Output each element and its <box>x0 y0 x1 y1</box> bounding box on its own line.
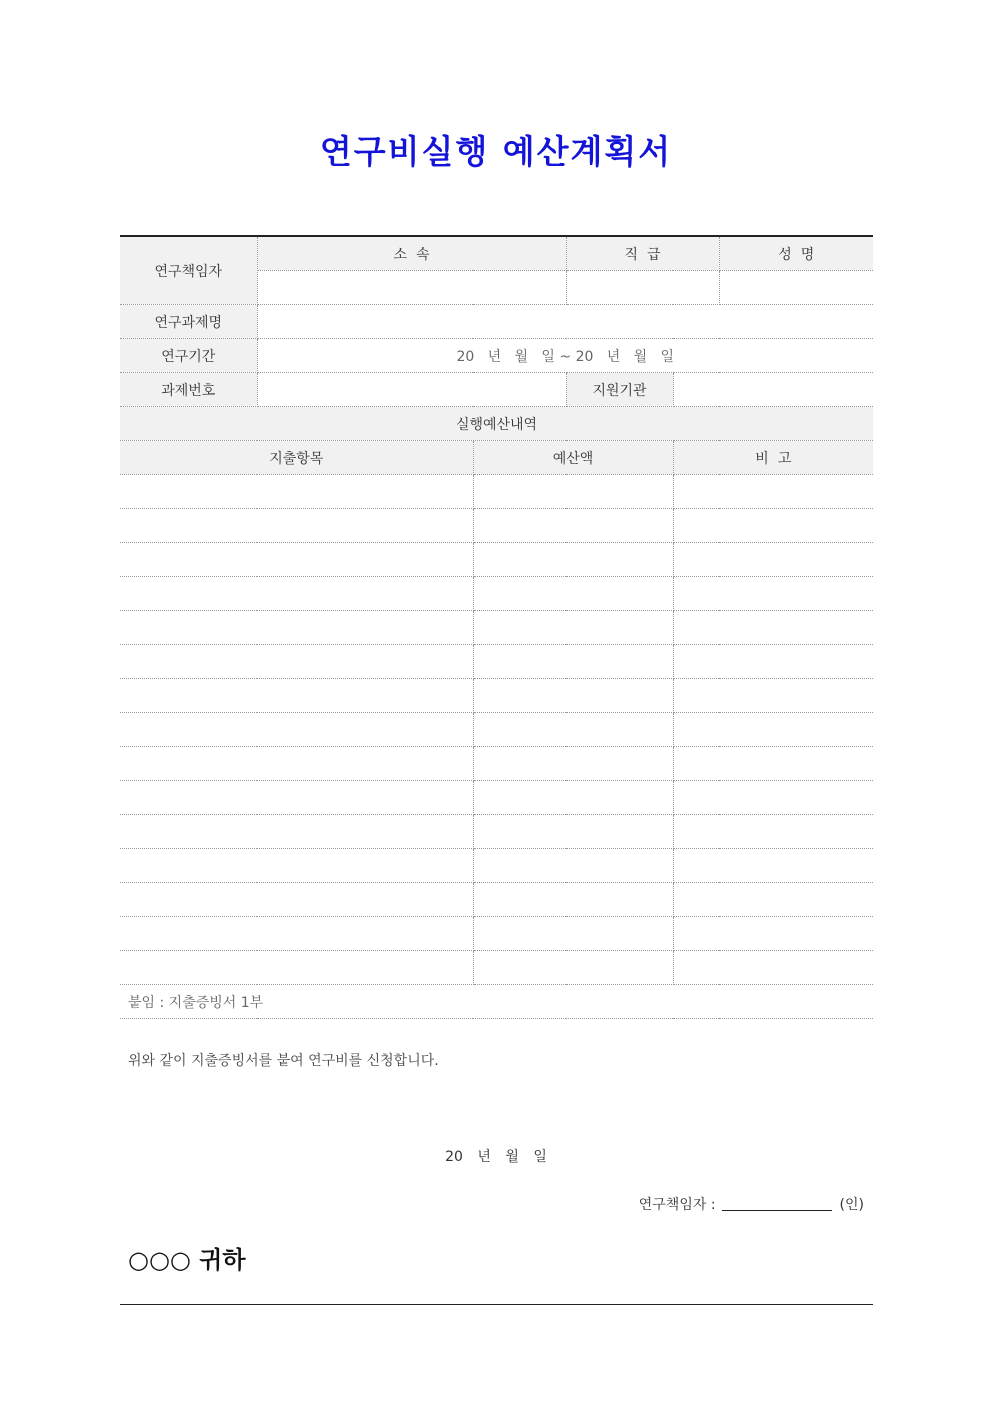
table-row <box>120 951 873 985</box>
budget-amount-cell[interactable] <box>473 645 673 679</box>
request-statement: 위와 같이 지출증빙서를 붙여 연구비를 신청합니다. <box>128 1053 439 1069</box>
table-row <box>120 849 873 883</box>
page-title: 연구비실행 예산계획서 <box>319 132 673 171</box>
budget-amount-cell[interactable] <box>473 611 673 645</box>
expense-item-cell[interactable] <box>120 543 473 577</box>
budget-amount-cell[interactable] <box>473 747 673 781</box>
budget-amount-cell[interactable] <box>473 917 673 951</box>
expense-item-cell[interactable] <box>120 951 473 985</box>
expense-item-cell[interactable] <box>120 679 473 713</box>
budget-amount-header: 예산액 <box>473 441 673 475</box>
table-row <box>120 611 873 645</box>
remarks-cell[interactable] <box>673 713 873 747</box>
expense-item-cell[interactable] <box>120 747 473 781</box>
budget-amount-cell[interactable] <box>473 577 673 611</box>
position-field[interactable] <box>566 271 719 305</box>
remarks-header: 비 고 <box>673 441 873 475</box>
project-number-field[interactable] <box>257 373 566 407</box>
budget-amount-cell[interactable] <box>473 713 673 747</box>
table-row <box>120 509 873 543</box>
expense-item-cell[interactable] <box>120 611 473 645</box>
remarks-cell[interactable] <box>673 747 873 781</box>
recipient: ○○○ 귀하 <box>128 1246 246 1274</box>
table-row <box>120 679 873 713</box>
expense-item-cell[interactable] <box>120 645 473 679</box>
position-label: 직 급 <box>566 236 719 271</box>
budget-amount-cell[interactable] <box>473 781 673 815</box>
budget-form-table <box>120 235 873 1019</box>
table-row <box>120 577 873 611</box>
funding-agency-label: 지원기관 <box>566 373 673 407</box>
remarks-cell[interactable] <box>673 781 873 815</box>
remarks-cell[interactable] <box>673 543 873 577</box>
budget-amount-cell[interactable] <box>473 679 673 713</box>
remarks-cell[interactable] <box>673 509 873 543</box>
budget-amount-cell[interactable] <box>473 951 673 985</box>
remarks-cell[interactable] <box>673 645 873 679</box>
table-row <box>120 883 873 917</box>
attachment-note: 붙임 : 지출증빙서 1부 <box>120 985 873 1019</box>
name-label: 성 명 <box>719 236 873 271</box>
signature-line <box>639 1194 864 1214</box>
signature-field[interactable] <box>722 1209 832 1211</box>
table-row <box>120 475 873 509</box>
remarks-cell[interactable] <box>673 883 873 917</box>
budget-amount-cell[interactable] <box>473 475 673 509</box>
bottom-divider <box>120 1304 873 1305</box>
table-row <box>120 781 873 815</box>
table-row <box>120 917 873 951</box>
project-title-label: 연구과제명 <box>120 305 257 339</box>
table-row <box>120 543 873 577</box>
expense-item-cell[interactable] <box>120 577 473 611</box>
expense-item-cell[interactable] <box>120 917 473 951</box>
affiliation-label: 소 속 <box>257 236 566 271</box>
remarks-cell[interactable] <box>673 577 873 611</box>
budget-amount-cell[interactable] <box>473 543 673 577</box>
affiliation-field[interactable] <box>257 271 566 305</box>
expense-item-cell[interactable] <box>120 849 473 883</box>
project-title-field[interactable] <box>257 305 873 339</box>
expense-item-cell[interactable] <box>120 815 473 849</box>
signature-label: 연구책임자 : <box>638 1197 716 1213</box>
seal-mark: (인) <box>839 1197 864 1213</box>
remarks-cell[interactable] <box>673 611 873 645</box>
expense-item-header: 지출항목 <box>120 441 473 475</box>
budget-amount-cell[interactable] <box>473 849 673 883</box>
remarks-cell[interactable] <box>673 475 873 509</box>
expense-item-cell[interactable] <box>120 509 473 543</box>
expense-item-cell[interactable] <box>120 883 473 917</box>
table-row <box>120 815 873 849</box>
period-field[interactable]: 20 년 월 일 ~ 20 년 월 일 <box>257 339 873 373</box>
budget-section-label: 실행예산내역 <box>120 407 873 441</box>
funding-agency-field[interactable] <box>673 373 873 407</box>
remarks-cell[interactable] <box>673 917 873 951</box>
period-label: 연구기간 <box>120 339 257 373</box>
remarks-cell[interactable] <box>673 849 873 883</box>
budget-amount-cell[interactable] <box>473 815 673 849</box>
expense-item-cell[interactable] <box>120 781 473 815</box>
expense-item-cell[interactable] <box>120 713 473 747</box>
budget-amount-cell[interactable] <box>473 883 673 917</box>
remarks-cell[interactable] <box>673 679 873 713</box>
name-field[interactable] <box>719 271 873 305</box>
researcher-label: 연구책임자 <box>120 236 257 305</box>
remarks-cell[interactable] <box>673 951 873 985</box>
table-row <box>120 645 873 679</box>
table-row <box>120 747 873 781</box>
table-row <box>120 713 873 747</box>
project-number-label: 과제번호 <box>120 373 257 407</box>
budget-amount-cell[interactable] <box>473 509 673 543</box>
date-line: 20 년 월 일 <box>445 1149 547 1165</box>
remarks-cell[interactable] <box>673 815 873 849</box>
expense-item-cell[interactable] <box>120 475 473 509</box>
